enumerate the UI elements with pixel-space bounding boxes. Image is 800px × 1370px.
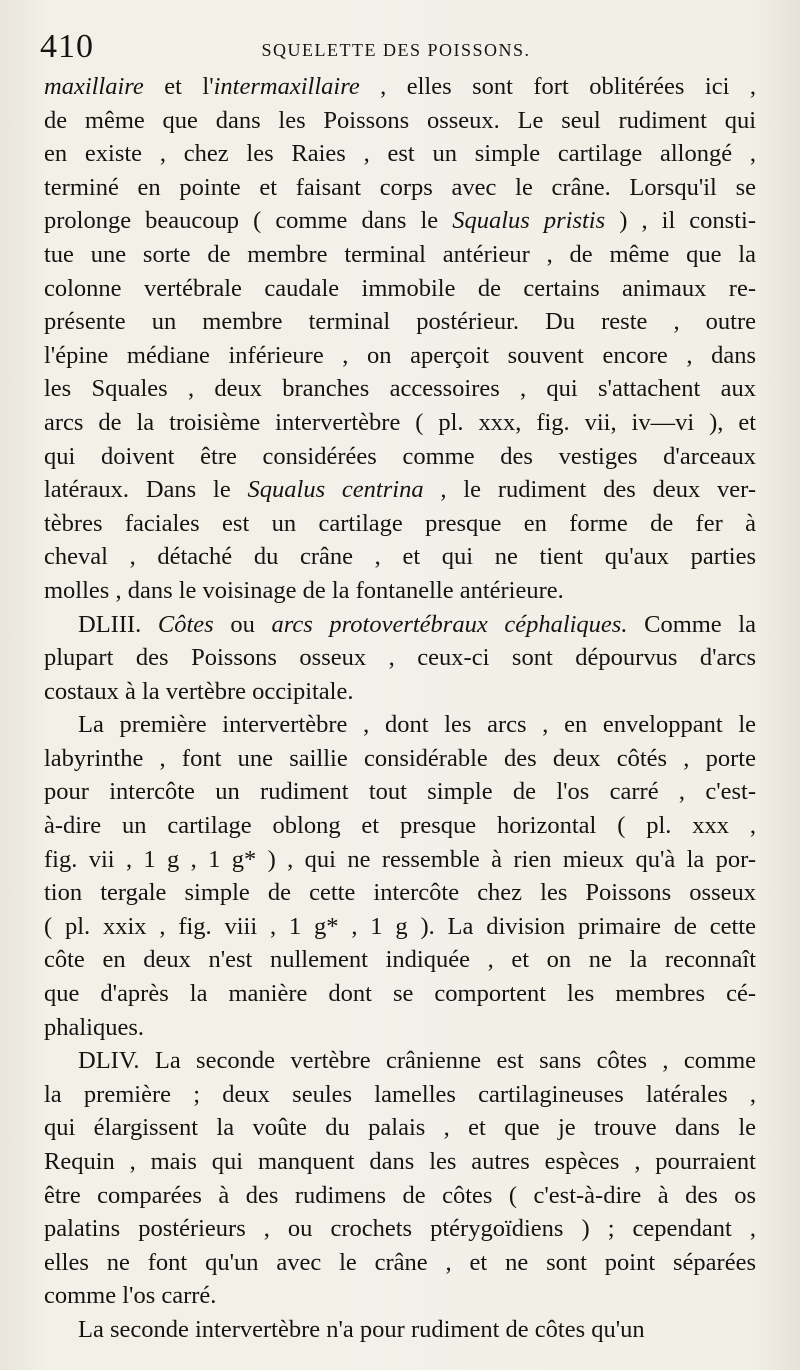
text-line — [44, 1246, 756, 1280]
text-run: tue une sorte de membre terminal antérieur , de même que la — [44, 240, 756, 268]
running-head: SQUELETTE DES POISSONS. — [261, 40, 531, 60]
text-run: costaux à la vertèbre occipitale. — [44, 677, 354, 705]
text-run: présente un membre terminal postérieur. Du reste , outre — [44, 308, 756, 336]
text-line — [44, 540, 756, 574]
text-run: plupart des Poissons osseux , ceux-ci sont dépourvus d'arcs — [44, 644, 756, 672]
text-line — [44, 507, 756, 541]
text-line — [44, 1044, 756, 1078]
text-run: pour intercôte un rudiment tout simple de l'os carré , c'est- — [44, 778, 756, 806]
text-run: DLIV. La seconde vertèbre crânienne est sans côtes , comme — [78, 1047, 756, 1075]
text-line — [44, 809, 756, 843]
text-run: fig. vii , 1 g , 1 g* ) , qui ne ressemble à rien mieux qu'à la por- — [44, 845, 756, 873]
text-line — [44, 137, 756, 171]
text-line — [44, 1145, 756, 1179]
text-line — [44, 1078, 756, 1112]
text-run: à-dire un cartilage oblong et presque horizontal ( pl. xxx , — [44, 812, 756, 840]
text-line — [44, 406, 756, 440]
text-line — [44, 943, 756, 977]
italic-run: Squalus pristis — [452, 207, 606, 235]
text-line — [44, 876, 756, 910]
text-run: tèbres faciales est un cartilage presque en forme de fer à — [44, 509, 756, 537]
text-run: La première intervertèbre , dont les arcs , en enveloppant le — [78, 711, 756, 739]
text-line — [44, 171, 756, 205]
page-header — [40, 28, 752, 68]
text-line — [44, 1111, 756, 1145]
text-run: cheval , détaché du crâne , et qui ne tient qu'aux parties — [44, 543, 756, 571]
text-run: arcs de la troisième intervertèbre ( pl. xxx, fig. vii, iv—vi ), et — [44, 408, 756, 436]
text-line — [44, 70, 756, 104]
body-text — [44, 70, 756, 1347]
text-run: latéraux. Dans le — [44, 476, 248, 504]
text-run: palatins postérieurs , ou crochets ptérygoïdiens ) ; cependant , — [44, 1215, 756, 1243]
text-run: qui doivent être considérées comme des vestiges d'arceaux — [44, 442, 756, 470]
text-line — [44, 574, 756, 608]
text-run: côte en deux n'est nullement indiquée , et on ne la reconnaît — [44, 946, 756, 974]
text-run: ) , il consti- — [605, 207, 756, 235]
text-run: molles , dans le voisinage de la fontanelle antérieure. — [44, 576, 564, 604]
text-line — [44, 708, 756, 742]
text-run: en existe , chez les Raies , est un simple cartilage allongé , — [44, 140, 756, 168]
text-run: Comme la — [627, 610, 756, 638]
text-line — [44, 204, 756, 238]
text-line — [44, 272, 756, 306]
text-line — [44, 440, 756, 474]
italic-run: Côtes — [157, 610, 214, 638]
text-run: colonne vertébrale caudale immobile de certains animaux re- — [44, 274, 756, 302]
text-run: DLIII. — [78, 610, 158, 638]
text-line — [44, 473, 756, 507]
italic-run: arcs protovertébraux céphaliques. — [271, 610, 628, 638]
text-line — [44, 104, 756, 138]
text-line — [44, 1313, 756, 1347]
text-line — [44, 1011, 756, 1045]
text-run: de même que dans les Poissons osseux. Le seul rudiment qui — [44, 106, 756, 134]
text-line — [44, 1212, 756, 1246]
text-run: être comparées à des rudimens de côtes ( c'est-à-dire à des os — [44, 1181, 756, 1209]
text-line — [44, 910, 756, 944]
italic-run: maxillaire — [44, 73, 144, 100]
text-run: terminé en pointe et faisant corps avec le crâne. Lorsqu'il se — [44, 173, 756, 201]
text-run: le rudiment des deux ver- — [446, 476, 756, 504]
text-run: ou — [213, 610, 272, 638]
text-line — [44, 608, 756, 642]
page-number: 410 — [40, 28, 94, 65]
text-run: qui élargissent la voûte du palais , et que je trouve dans le — [44, 1114, 756, 1142]
text-run: phaliques. — [44, 1013, 145, 1041]
text-run: la première ; deux seules lamelles cartilagineuses latérales , — [44, 1080, 756, 1108]
text-line — [44, 675, 756, 709]
text-line — [44, 238, 756, 272]
text-line — [44, 742, 756, 776]
text-run: Requin , mais qui manquent dans les autres espèces , pourraient — [44, 1148, 756, 1175]
text-run: prolonge beaucoup ( comme dans le — [44, 207, 453, 235]
text-run: l'épine médiane inférieure , on aperçoit souvent encore , dans — [44, 341, 756, 369]
text-line — [44, 372, 756, 406]
italic-run: intermaxillaire — [213, 73, 360, 100]
text-run: elles ne font qu'un avec le crâne , et ne sont point séparées — [44, 1248, 756, 1276]
text-run: La seconde intervertèbre n'a pour rudiment de côtes qu'un — [78, 1315, 645, 1343]
text-line — [44, 977, 756, 1011]
text-run: comme l'os carré. — [44, 1282, 217, 1310]
text-line — [44, 1279, 756, 1313]
text-line — [44, 339, 756, 373]
text-run: que d'après la manière dont se comportent les membres cé- — [44, 980, 756, 1008]
text-line — [44, 641, 756, 675]
text-run: labyrinthe , font une saillie considérable des deux côtés , porte — [44, 744, 756, 772]
text-line — [44, 775, 756, 809]
text-run: les Squales , deux branches accessoires , qui s'attachent aux — [44, 375, 756, 403]
text-line — [44, 1179, 756, 1213]
text-run: et l' — [143, 73, 214, 100]
text-run: tion tergale simple de cette intercôte chez les Poissons osseux — [44, 879, 756, 907]
text-run: ( pl. xxix , fig. viii , 1 g* , 1 g ). La division primaire de cette — [44, 912, 756, 940]
text-line — [44, 305, 756, 339]
text-run: , elles sont fort oblitérées ici , — [359, 73, 756, 100]
italic-run: Squalus centrina , — [247, 476, 447, 504]
text-line — [44, 843, 756, 877]
